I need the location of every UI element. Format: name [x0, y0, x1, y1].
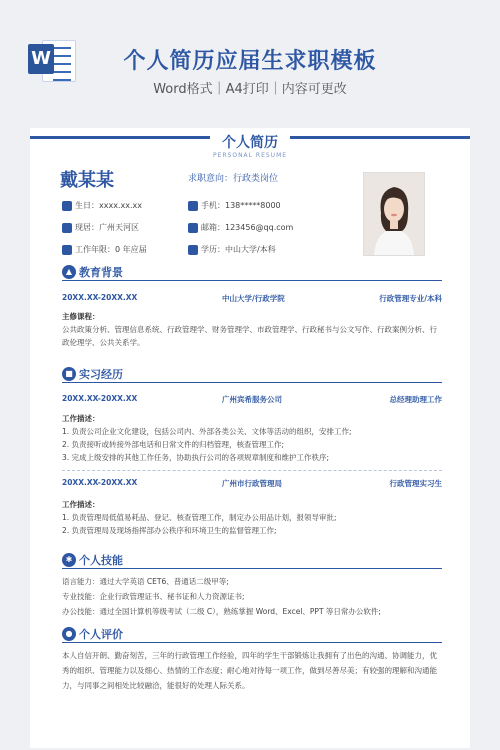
job-intent: 求职意向：行政类岗位 — [188, 174, 279, 184]
education-row: 20XX.XX-20XX.XX 中山大学/行政学院 行政管理专业/本科 — [62, 293, 442, 303]
candidate-name: 戴某某 — [60, 170, 114, 191]
job-row-1: 20XX.XX-20XX.XX 广州宾希服务公司 总经理助理工作 — [62, 394, 442, 404]
info-address: 现居：广州天河区 — [62, 222, 139, 233]
profile-photo — [363, 172, 425, 256]
resume-page — [30, 128, 470, 748]
tools-icon: ✱ — [62, 553, 76, 567]
job-desc-1: 工作描述： 1. 负责公司企业文化建设，包括公司内、外部各类公关、文体等活动的组织，安排工作; 2. 负责接听或转接外部电话和日常文件的归档管理，核查管理工作; 3. 完成上级安排的其他工作任务，协助执行公司的各项规章制度和维护工作秩序; — [62, 414, 352, 462]
briefcase-icon: ■ — [62, 367, 76, 381]
word-logo-icon: W — [28, 38, 76, 82]
info-birth: 生日：xxxx.xx.xx — [62, 200, 142, 211]
section-internship: ■ 实习经历 — [62, 366, 123, 382]
section-rule — [62, 280, 442, 281]
section-rule — [62, 568, 442, 569]
info-experience: 工作年限：0 年应届 — [62, 244, 147, 255]
skills-list: 语言能力：通过大学英语 CET6、普通话二级甲等; 专业技能：企业行政管理证书、秘书证和人力资源证书; 办公技能：通过全国计算机等级考试（二级 C），熟练掌握 Word、Excel、PPT 等日常办公软件; — [62, 577, 381, 616]
hourglass-icon — [62, 245, 72, 255]
graduation-cap-icon — [188, 245, 198, 255]
section-rule — [62, 642, 442, 643]
mail-icon — [188, 223, 198, 233]
info-phone: 手机：138*****8000 — [188, 200, 281, 211]
job-desc-2: 工作描述： 1. 负责管理局低值易耗品、登记、核查管理工作，制定办公用品计划，报领导审批; 2. 负责管理局及现场指挥部办公秩序和环境卫生的监督管理工作; — [62, 500, 337, 535]
banner-title: 个人简历应届生求职模板 — [123, 49, 377, 74]
job-divider — [62, 470, 442, 471]
education-courses: 主修课程： 公共政策分析、管理信息系统、行政管理学、财务管理学、市政管理学、行政秘书与公文写作、行政案例分析、行政伦理学、公共关系学。 — [62, 312, 437, 347]
info-education: 学历：中山大学/本科 — [188, 244, 276, 255]
banner-subtitle: Word格式｜A4打印｜内容可更改 — [153, 82, 347, 97]
location-icon — [62, 223, 72, 233]
resume-heading: 个人简历 — [30, 132, 470, 152]
evaluation-text: 本人自信开朗、勤奋刻苦，三年的行政管理工作经验，四年的学生干部锻炼让我拥有了出色的沟通、协调能力，优秀的组织、管理能力以及细心、热情的工作态度；耐心地对待每一项工作，做到尽善尽美；有较强的理解和沟通能力，与同事之间相处比较融洽，能很好的处理人际关系。 — [62, 651, 437, 690]
info-email: 邮箱：123456@qq.com — [188, 222, 293, 233]
calendar-icon — [62, 201, 72, 211]
template-banner — [0, 0, 500, 118]
resume-heading-en: PERSONAL RESUME — [212, 152, 288, 159]
section-education: ▲ 教育背景 — [62, 264, 123, 280]
user-icon: ● — [62, 627, 76, 641]
graduation-cap-icon: ▲ — [62, 265, 76, 279]
section-skills: ✱ 个人技能 — [62, 552, 123, 568]
section-evaluation: ● 个人评价 — [62, 626, 123, 642]
phone-icon — [188, 201, 198, 211]
job-row-2: 20XX.XX-20XX.XX 广州市行政管理局 行政管理实习生 — [62, 478, 442, 488]
section-rule — [62, 382, 442, 383]
